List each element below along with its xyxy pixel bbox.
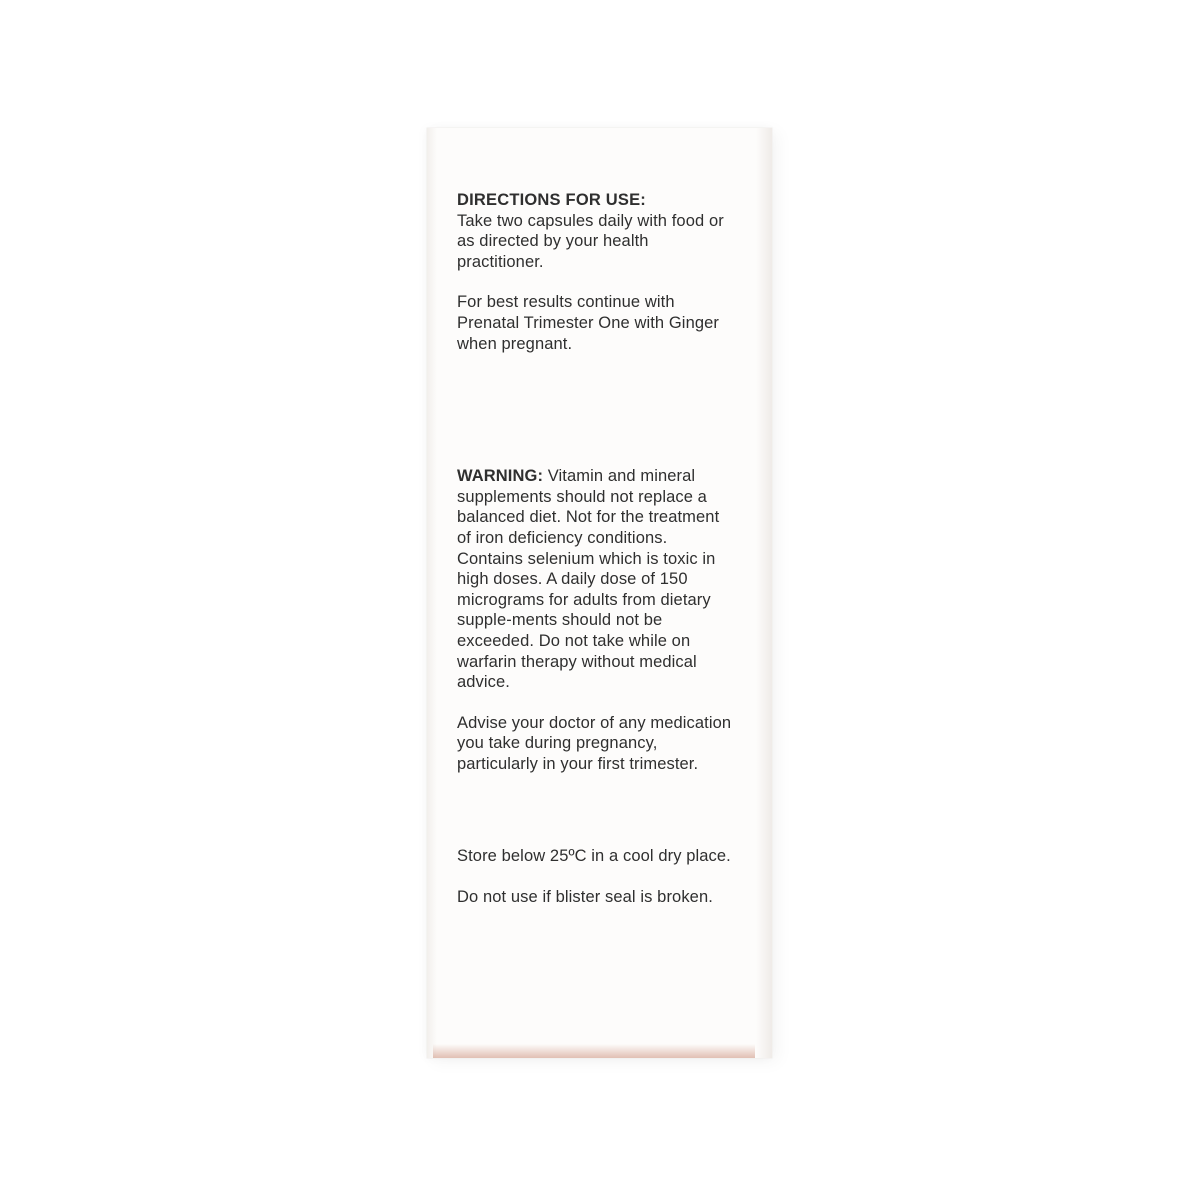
spacer [457,354,737,466]
warning-label: WARNING: [457,467,544,486]
spacer [457,867,737,887]
directions-dose-text: Take two capsules daily with food or as directed by your health practitioner. [457,211,724,271]
blister-seal-text: Do not use if blister seal is broken. [457,888,713,907]
carton-back-panel [457,190,737,908]
storage-text: Store below 25ºC in a cool dry place. [457,847,731,866]
supplement-carton [427,128,772,1058]
warning-section [457,466,737,774]
spacer [457,272,737,292]
doctor-advice-text: Advise your doctor of any medication you take during pregnancy, particularly in your first trimester. [457,713,732,773]
carton-bottom-edge-highlight [433,1044,755,1058]
directions-section [457,190,737,354]
warning-paragraph [457,466,737,693]
directions-heading: DIRECTIONS FOR USE: [457,191,646,209]
directions-followup-text: For best results continue with Prenatal Trimester One with Ginger when pregnant. [457,293,720,353]
warning-body: Vitamin and mineral supplements should not replace a balanced diet. Not for the treatment of iron deficiency conditions. Contains selenium which is toxic in high doses. A daily dose of 150 micrograms for adults from dietary supple-ments should not be exceeded. Do not take while on warfarin therapy without medical advice. [457,467,720,692]
spacer [457,693,737,713]
spacer [457,774,737,846]
storage-section [457,846,737,907]
